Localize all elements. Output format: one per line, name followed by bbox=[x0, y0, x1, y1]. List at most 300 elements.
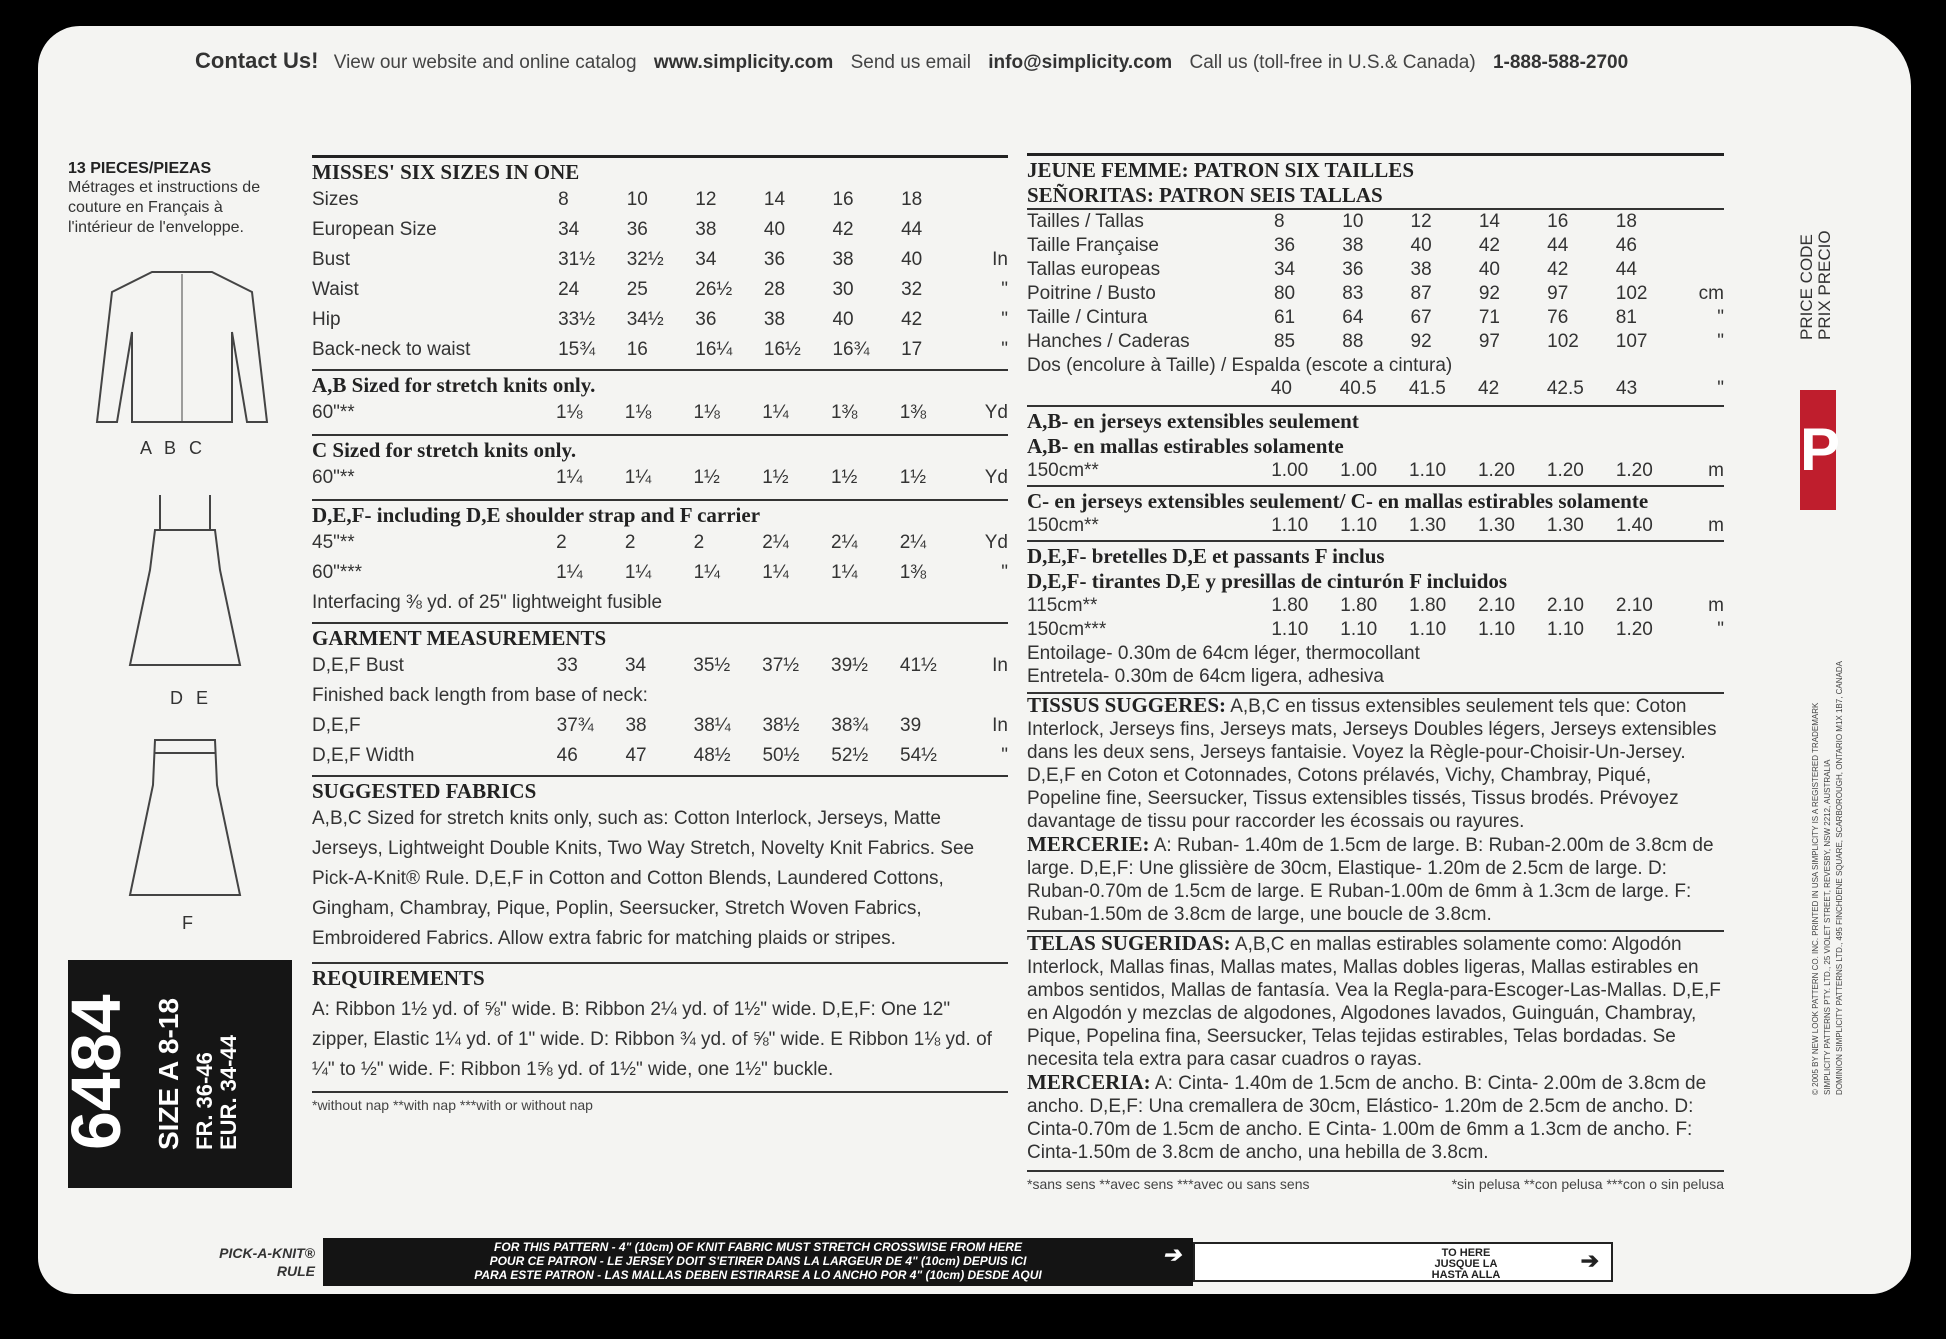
cell-value: 38 bbox=[832, 249, 854, 270]
def-yardage-table bbox=[312, 528, 1008, 588]
cell-value: 36 bbox=[1342, 259, 1364, 280]
row-label: 150cm** bbox=[1027, 515, 1099, 536]
cell-value: 54½ bbox=[900, 745, 938, 766]
unit-cell: m bbox=[1708, 595, 1724, 616]
unit-cell: " bbox=[1717, 619, 1724, 640]
cell-value: 1.40 bbox=[1615, 515, 1653, 536]
cell-value: 40.5 bbox=[1339, 378, 1377, 399]
cell-value: 34½ bbox=[626, 309, 664, 330]
cell-value: 40 bbox=[763, 219, 786, 240]
cell-value: 1½ bbox=[899, 467, 927, 488]
cell-value: 36 bbox=[1273, 235, 1296, 256]
cell-value: 39 bbox=[900, 715, 922, 736]
cell-value: 64 bbox=[1342, 307, 1364, 328]
rule-line-en: FOR THIS PATTERN - 4" (10cm) OF KNIT FABRIC MUST STRETCH CROSSWISE FROM HERE bbox=[494, 1240, 1022, 1254]
cell-value: 38 bbox=[763, 309, 786, 330]
price-code-panel bbox=[1790, 165, 1890, 1265]
cell-value: 1⅛ bbox=[693, 402, 720, 423]
cell-value: 1¼ bbox=[556, 467, 583, 488]
english-column bbox=[312, 155, 1008, 1113]
cell-value: 41.5 bbox=[1408, 378, 1446, 399]
cell-value: 35½ bbox=[693, 655, 731, 676]
unit-cell bbox=[969, 185, 1008, 215]
view-label-f: F bbox=[182, 913, 197, 933]
pattern-number: 6484 bbox=[57, 994, 135, 1150]
row-label: 150cm** bbox=[1027, 460, 1099, 481]
contact-call-text: Call us (toll-free in U.S.& Canada) bbox=[1189, 52, 1476, 73]
pieces-count: 13 PIECES/PIEZAS bbox=[68, 160, 212, 177]
table-row bbox=[312, 245, 1008, 275]
table-row bbox=[312, 215, 1008, 245]
c-title: C Sized for stretch knits only. bbox=[312, 434, 1008, 463]
arrow-right-icon: ➔ bbox=[1580, 1248, 1599, 1273]
fr-size-table bbox=[1027, 208, 1724, 354]
unit-cell: Yd bbox=[984, 532, 1008, 553]
pick-a-knit-rule bbox=[195, 1238, 1615, 1286]
rule-target-box bbox=[1193, 1242, 1613, 1282]
cell-value: 1⅜ bbox=[899, 562, 927, 583]
cell-value: 34 bbox=[695, 249, 717, 270]
row-label: 60"*** bbox=[312, 562, 363, 583]
cell-value: 107 bbox=[1615, 331, 1648, 352]
misses-title: MISSES' SIX SIZES IN ONE bbox=[312, 155, 1008, 185]
suggested-fabrics-text: A,B,C Sized for stretch knits only, such as: Cotton Interlock, Jerseys, Matte Jerseys, Lightweight Double Knits, Two Way Stretch, Novelty Knit Fabrics. See Pick-A-Knit® Rule. D,E,F in Cotton and Cotton Blends, Laundered Cottons, Gingham, Chambray, Pique, Poplin, Seersucker, Stretch Woven Fabrics, Embroidered Fabrics. Allow extra fabric for matching plaids or stripes. bbox=[312, 808, 975, 949]
row-label: Tailles / Tallas bbox=[1027, 211, 1144, 232]
table-row bbox=[312, 275, 1008, 305]
cell-value: 42 bbox=[1478, 235, 1500, 256]
cell-value: 1⅜ bbox=[830, 402, 858, 423]
cell-value: 1¼ bbox=[762, 562, 789, 583]
cell-value: 1.10 bbox=[1271, 515, 1309, 536]
suggested-fabrics-title: SUGGESTED FABRICS bbox=[312, 775, 1008, 804]
rule-line-es: PARA ESTE PATRON - LAS MALLAS DEBEN ESTIRARSE A LO ANCHO POR 4" (10cm) DESDE AQUI bbox=[474, 1268, 1042, 1282]
cell-value: 10 bbox=[626, 189, 648, 210]
table-row bbox=[1027, 258, 1724, 282]
cell-value: 37½ bbox=[762, 655, 800, 676]
cell-value: 40 bbox=[901, 249, 923, 270]
cell-value: 16 bbox=[832, 189, 854, 210]
cell-value: 85 bbox=[1273, 331, 1296, 352]
requirements-title: REQUIREMENTS bbox=[312, 962, 1008, 991]
cell-value: 42 bbox=[901, 309, 923, 330]
cell-value: 1¼ bbox=[556, 562, 583, 583]
publisher-fineprint bbox=[1810, 495, 1846, 1095]
unit-cell: " bbox=[1001, 745, 1008, 766]
arrow-right-icon: ➔ bbox=[1162, 1242, 1181, 1267]
table-row bbox=[1027, 459, 1724, 483]
cell-value: 14 bbox=[1478, 211, 1500, 232]
cell-value: 8 bbox=[1273, 211, 1285, 232]
dress-f-sketch-icon bbox=[125, 735, 245, 900]
es-ab-title: A,B- en mallas estirables solamente bbox=[1027, 434, 1344, 458]
cell-value: 8 bbox=[558, 189, 569, 210]
ab-yardage-table bbox=[312, 398, 1008, 428]
cell-value: 1½ bbox=[693, 467, 720, 488]
cell-value: 61 bbox=[1273, 307, 1296, 328]
telas-label: TELAS SUGERIDAS: bbox=[1027, 931, 1231, 955]
cell-value: 2 bbox=[624, 532, 636, 553]
cell-value: 31½ bbox=[558, 249, 596, 270]
fr-ab-title: A,B- en jerseys extensibles seulement bbox=[1027, 405, 1724, 434]
table-row bbox=[312, 305, 1008, 335]
cell-value: 42 bbox=[1547, 259, 1569, 280]
cell-value: 80 bbox=[1273, 283, 1296, 304]
table-row bbox=[1027, 618, 1724, 642]
unit-cell: In bbox=[992, 715, 1008, 736]
fr-title: JEUNE FEMME: PATRON SIX TAILLES bbox=[1027, 153, 1724, 183]
def-title: D,E,F- including D,E shoulder strap and F carrier bbox=[312, 499, 1008, 528]
merceria-section bbox=[1027, 1071, 1724, 1164]
cell-value: 34 bbox=[624, 655, 647, 676]
cell-value: 33 bbox=[556, 655, 578, 676]
row-label: D,E,F Bust bbox=[312, 655, 404, 676]
rule-line-fr: POUR CE PATRON - LE JERSEY DOIT S'ETIRER DANS LA LARGEUR DE 4" (10cm) DEPUIS ICI bbox=[489, 1254, 1027, 1268]
row-label: 60"** bbox=[312, 467, 355, 488]
es-footnote: *sin pelusa **con pelusa ***con o sin pelusa bbox=[1451, 1176, 1724, 1192]
cell-value: 15¾ bbox=[558, 339, 596, 360]
cell-value: 36 bbox=[626, 219, 648, 240]
requirements-text: A: Ribbon 1½ yd. of ⅝" wide. B: Ribbon 2¼ yd. of 1½" wide. D,E,F: One 12" zipper, Elastic 1¼ yd. of 1" wide. D: Ribbon ¾ yd. of ⅝" wide. E Ribbon 1⅛ yd. of ¼" to ½" wide. F: Ribbon 1⅝ yd. of 1½" wide, one 1½" buckle. bbox=[312, 999, 992, 1080]
cell-value: 38¼ bbox=[693, 715, 731, 736]
row-label bbox=[1027, 377, 1271, 401]
price-code-label: PRICE CODE PRIX PRECIO bbox=[1797, 230, 1834, 340]
cell-value: 76 bbox=[1547, 307, 1569, 328]
telas-text: A,B,C en mallas estirables solamente como: Algodón Interlock, Mallas finas, Mallas mates, Mallas dobles ligeras, Mallas estirables en ambos sentidos, Mallas de fantasía. Vea la Regla-para-Escoger-Las-Mallas. D,E,F en Algodón y mezclas de algodones, Algodones lavados, Guinguán, Chambray, Pique, Popelina fina, Seersucker, Telas tejidas estirables, Telas bordadas. Se necesita tela extra para casar cuadros o rayas. bbox=[1027, 934, 1721, 1070]
cell-value: 43 bbox=[1616, 378, 1638, 399]
garment-length-table bbox=[312, 711, 1008, 771]
unit-cell: " bbox=[1001, 562, 1008, 583]
cell-value: 46 bbox=[1615, 235, 1637, 256]
cell-value: 18 bbox=[901, 189, 923, 210]
unit-cell: " bbox=[1717, 378, 1724, 399]
row-label: Tallas europeas bbox=[1027, 259, 1161, 280]
cell-value: 38 bbox=[695, 219, 717, 240]
cell-value: 32½ bbox=[626, 249, 664, 270]
fineprint-line-1: © 2005 BY NEW LOOK PATTERN CO. INC. PRINTED IN USA SIMPLICITY IS A REGISTERED TRADEMARK bbox=[1811, 702, 1820, 1095]
unit-cell bbox=[1684, 209, 1724, 234]
fineprint-line-3: DOMINION SIMPLICITY PATTERNS LTD., 495 FINCHDENE SQUARE, SCARBOROUGH, ONTARIO M1X 1B7, CANADA bbox=[1835, 661, 1844, 1095]
cell-value: 44 bbox=[1615, 259, 1637, 280]
row-label: Poitrine / Busto bbox=[1027, 283, 1156, 304]
tissus-text: A,B,C en tissus extensibles seulement tels que: Coton Interlock, Jerseys fins, Jerseys mats, Jerseys Doubles légers, Jerseys extensibles dans les deux sens, Jerseys fantaisie. Voyez la Règle-pour-Choisir-Un-Jersey. D,E,F en Coton et Cotonnades, Cotons prélavés, Vichy, Chambray, Piqué, Popeline fine, Seersucker, Tissus extensibles tissés, Tissus brodés. Prévoyez davantage de tissu pour raccorder les écossais ou rayures. bbox=[1027, 696, 1717, 832]
cell-value: 44 bbox=[1547, 235, 1569, 256]
cell-value: 1¼ bbox=[831, 562, 858, 583]
cell-value: 42 bbox=[832, 219, 854, 240]
row-label: 60"** bbox=[312, 402, 355, 423]
c-yardage-table bbox=[312, 463, 1008, 493]
fr-c-title: C- en jerseys extensibles seulement/ C- en mallas estirables solamente bbox=[1027, 485, 1724, 514]
rule-label: PICK-A-KNIT® RULE bbox=[219, 1245, 315, 1279]
cell-value: 36 bbox=[695, 309, 717, 330]
phone-number: 1-888-588-2700 bbox=[1492, 52, 1629, 73]
cell-value: 32 bbox=[901, 279, 923, 300]
cell-value: 42.5 bbox=[1546, 378, 1584, 399]
merceria-text: A: Cinta- 1.40m de 1.5cm de ancho. B: Cinta- 2.00m de 3.8cm de ancho. D,E,F: Una cremallera de 30cm, Elástico- 1.20m de 2.5cm de ancho. D: Cinta-0.70m de 1.5cm de ancho. E Cinta- 1.00m de 6mm a 1.3cm de ancho. F: Cinta-1.50m de 3.8cm de ancho, una hebilla de 3.8cm. bbox=[1027, 1073, 1707, 1163]
cell-value: 16¾ bbox=[832, 339, 870, 360]
cell-value: 1¼ bbox=[762, 402, 789, 423]
cell-value: 1.00 bbox=[1271, 460, 1309, 481]
fr-footnotes bbox=[1027, 1170, 1724, 1192]
rule-bar bbox=[323, 1238, 1193, 1286]
cell-value: 38½ bbox=[762, 715, 800, 736]
cell-value: 1¼ bbox=[693, 562, 720, 583]
cell-value: 34 bbox=[1273, 259, 1296, 280]
cell-value: 71 bbox=[1478, 307, 1500, 328]
cell-value: 2¼ bbox=[762, 532, 789, 553]
tissus-section bbox=[1027, 692, 1724, 833]
cell-value: 10 bbox=[1342, 211, 1364, 232]
cell-value: 14 bbox=[763, 189, 786, 210]
cell-value: 16 bbox=[1547, 211, 1569, 232]
cell-value: 16½ bbox=[763, 339, 801, 360]
unit-cell: Yd bbox=[984, 467, 1008, 488]
fr-dos-table bbox=[1027, 377, 1724, 401]
email-link[interactable]: info@simplicity.com bbox=[988, 52, 1173, 73]
unit-cell: " bbox=[1001, 279, 1008, 300]
table-row bbox=[1027, 594, 1724, 618]
cell-value: 1.20 bbox=[1615, 460, 1653, 481]
cell-value: 12 bbox=[695, 189, 717, 210]
contact-lead: Contact Us! bbox=[195, 48, 319, 73]
unit-cell bbox=[969, 215, 1008, 245]
table-row bbox=[1027, 377, 1724, 401]
cell-value: 2 bbox=[693, 532, 705, 553]
cell-value: 52½ bbox=[831, 745, 869, 766]
cell-value: 1.80 bbox=[1340, 595, 1378, 616]
cell-value: 18 bbox=[1615, 211, 1637, 232]
rule-to-here: TO HERE JUSQUE LA HASTA ALLA bbox=[1431, 1247, 1501, 1281]
cell-value: 40 bbox=[1478, 259, 1500, 280]
cell-value: 44 bbox=[901, 219, 923, 240]
table-row bbox=[1027, 306, 1724, 330]
unit-cell: Yd bbox=[984, 402, 1008, 423]
cell-value: 1⅛ bbox=[556, 402, 583, 423]
cell-value: 1.20 bbox=[1546, 460, 1584, 481]
table-row bbox=[1027, 234, 1724, 258]
garment-measurements-title: GARMENT MEASUREMENTS bbox=[312, 622, 1008, 651]
table-row bbox=[312, 463, 1008, 493]
cell-value: 2¼ bbox=[831, 532, 858, 553]
table-row bbox=[1027, 282, 1724, 306]
cell-value: 1.10 bbox=[1409, 619, 1447, 640]
cell-value: 2.10 bbox=[1546, 595, 1584, 616]
cell-value: 81 bbox=[1615, 307, 1637, 328]
unit-cell: cm bbox=[1698, 283, 1724, 304]
english-footnote: *without nap **with nap ***with or without nap bbox=[312, 1091, 1008, 1113]
cell-value: 40 bbox=[1410, 235, 1432, 256]
contact-send-text: Send us email bbox=[850, 52, 971, 73]
cell-value: 2 bbox=[556, 532, 567, 553]
table-row bbox=[312, 528, 1008, 558]
view-label-abc: A B C bbox=[140, 438, 207, 458]
row-label: 45"** bbox=[312, 532, 355, 553]
es-title: SEÑORITAS: PATRON SEIS TALLAS bbox=[1027, 183, 1383, 207]
back-length-note: Finished back length from base of neck: bbox=[312, 685, 648, 706]
contact-bar bbox=[195, 48, 1775, 88]
cell-value: 37¾ bbox=[556, 715, 594, 736]
cell-value: 12 bbox=[1410, 211, 1432, 232]
cell-value: 34 bbox=[558, 219, 580, 240]
cell-value: 67 bbox=[1410, 307, 1432, 328]
cell-value: 39½ bbox=[831, 655, 869, 676]
table-row bbox=[312, 335, 1008, 365]
cell-value: 1.20 bbox=[1477, 460, 1515, 481]
view-label-de: D E bbox=[170, 688, 213, 708]
cell-value: 1.10 bbox=[1340, 515, 1378, 536]
unit-cell bbox=[1684, 234, 1724, 258]
cell-value: 16 bbox=[626, 339, 648, 360]
entretela-note: Entretela- 0.30m de 64cm ligera, adhesiva bbox=[1027, 666, 1384, 687]
cell-value: 1.00 bbox=[1340, 460, 1378, 481]
unit-cell: In bbox=[992, 249, 1008, 270]
fr-size-range bbox=[193, 960, 241, 1150]
cell-value: 50½ bbox=[762, 745, 800, 766]
unit-cell: In bbox=[992, 655, 1008, 676]
cell-value: 1⅛ bbox=[624, 402, 652, 423]
cell-value: 1.30 bbox=[1546, 515, 1584, 536]
table-row bbox=[1027, 330, 1724, 354]
fr-ab-table bbox=[1027, 459, 1724, 483]
cell-value: 1.30 bbox=[1477, 515, 1515, 536]
unit-cell: " bbox=[1001, 309, 1008, 330]
cell-value: 40 bbox=[832, 309, 854, 330]
cell-value: 1⅜ bbox=[899, 402, 927, 423]
fr-def-title: D,E,F- bretelles D,E et passants F inclus bbox=[1027, 540, 1724, 569]
french-spanish-column bbox=[1027, 153, 1724, 1192]
dos-label: Dos (encolure à Taille) / Espalda (escote a cintura) bbox=[1027, 355, 1453, 376]
garment-bust-table bbox=[312, 651, 1008, 681]
cell-value: 1.10 bbox=[1271, 619, 1309, 640]
table-row bbox=[312, 185, 1008, 215]
cell-value: 17 bbox=[901, 339, 923, 360]
cell-value: 1.80 bbox=[1271, 595, 1309, 616]
cell-value: 92 bbox=[1410, 331, 1432, 352]
unit-cell: " bbox=[1717, 331, 1724, 352]
cell-value: 40 bbox=[1270, 378, 1292, 399]
cell-value: 1.10 bbox=[1546, 619, 1584, 640]
cell-value: 33½ bbox=[558, 309, 596, 330]
cell-value: 38 bbox=[625, 715, 647, 736]
size-range: SIZE A 8-18 bbox=[153, 998, 184, 1150]
cell-value: 38 bbox=[1342, 235, 1364, 256]
row-label: 115cm** bbox=[1027, 595, 1098, 616]
mercerie-text: A: Ruban- 1.40m de 1.5cm de large. B: Ruban-2.00m de 3.8cm de large. D,E,F: Une glissière de 30cm, Elastique- 1.20m de 2.5cm de large. D: Ruban-0.70m de 1.5cm de large. E Ruban-1.00m de 6mm à 1.3cm de large. F: Ruban-1.50m de 3.8cm de large, une boucle de 3.8cm. bbox=[1027, 835, 1714, 925]
mercerie-label: MERCERIE: bbox=[1027, 832, 1150, 856]
row-label: Hip bbox=[312, 309, 341, 330]
row-label: Waist bbox=[312, 279, 359, 300]
cell-value: 26½ bbox=[695, 279, 733, 300]
cell-value: 1¼ bbox=[624, 467, 652, 488]
cell-value: 1.10 bbox=[1340, 619, 1378, 640]
cell-value: 28 bbox=[763, 279, 786, 300]
jacket-sketch-icon bbox=[82, 262, 282, 442]
eur-sizes: EUR. 34-44 bbox=[216, 1035, 241, 1150]
merceria-label: MERCERIA: bbox=[1027, 1070, 1151, 1094]
table-row bbox=[312, 558, 1008, 588]
cell-value: 87 bbox=[1410, 283, 1432, 304]
cell-value: 38¾ bbox=[831, 715, 869, 736]
dress-de-sketch-icon bbox=[125, 490, 245, 675]
es-def-title: D,E,F- tirantes D,E y presillas de cinturón F incluidos bbox=[1027, 569, 1508, 593]
table-row bbox=[312, 651, 1008, 681]
cell-value: 102 bbox=[1547, 331, 1579, 352]
cell-value: 36 bbox=[763, 249, 786, 270]
cell-value: 1.10 bbox=[1478, 619, 1516, 640]
cell-value: 2¼ bbox=[899, 532, 927, 553]
row-label: 150cm*** bbox=[1027, 619, 1107, 640]
unit-cell: " bbox=[1717, 307, 1724, 328]
cell-value: 48½ bbox=[693, 745, 731, 766]
cell-value: 16¼ bbox=[695, 339, 733, 360]
fr-footnote: *sans sens **avec sens ***avec ou sans sens bbox=[1027, 1176, 1310, 1192]
price-code-letter-icon: P bbox=[1800, 390, 1836, 510]
cell-value: 88 bbox=[1342, 331, 1364, 352]
row-label: Back-neck to waist bbox=[312, 339, 471, 360]
french-note: Métrages et instructions de couture en Français à l'intérieur de l'enveloppe. bbox=[68, 179, 261, 236]
cell-value: 1.80 bbox=[1409, 595, 1447, 616]
row-label: Taille / Cintura bbox=[1027, 307, 1148, 328]
contact-view-text: View our website and online catalog bbox=[333, 52, 637, 73]
fr-c-table bbox=[1027, 514, 1724, 538]
row-label: Sizes bbox=[312, 189, 359, 210]
cell-value: 1½ bbox=[762, 467, 789, 488]
cell-value: 2.10 bbox=[1615, 595, 1653, 616]
cell-value: 83 bbox=[1342, 283, 1364, 304]
tissus-label: TISSUS SUGGERES: bbox=[1027, 693, 1226, 717]
cell-value: 1.20 bbox=[1615, 619, 1653, 640]
fineprint-line-2: SIMPLICITY PATTERNS PTY. LTD., 25 VIOLET STREET, REVESBY, NSW 2212, AUSTRALIA bbox=[1823, 759, 1832, 1095]
row-label: D,E,F Width bbox=[312, 745, 415, 766]
unit-cell: m bbox=[1708, 460, 1724, 481]
cell-value: 46 bbox=[556, 745, 578, 766]
cell-value: 1½ bbox=[830, 467, 858, 488]
entoilage-note: Entoilage- 0.30m de 64cm léger, thermocollant bbox=[1027, 643, 1420, 664]
cell-value: 97 bbox=[1547, 283, 1569, 304]
cell-value: 1.10 bbox=[1409, 460, 1447, 481]
cell-value: 30 bbox=[832, 279, 854, 300]
website-link[interactable]: www.simplicity.com bbox=[653, 52, 834, 73]
cell-value: 1.30 bbox=[1409, 515, 1447, 536]
cell-value: 42 bbox=[1478, 378, 1500, 399]
table-row bbox=[312, 711, 1008, 741]
cell-value: 25 bbox=[626, 279, 648, 300]
ab-title: A,B Sized for stretch knits only. bbox=[312, 369, 1008, 398]
fr-sizes: FR. 36-46 bbox=[192, 1052, 217, 1150]
cell-value: 97 bbox=[1478, 331, 1500, 352]
cell-value: 38 bbox=[1410, 259, 1432, 280]
interfacing-note: Interfacing ⅜ yd. of 25" lightweight fusible bbox=[312, 592, 663, 613]
cell-value: 2.10 bbox=[1478, 595, 1516, 616]
row-label: D,E,F bbox=[312, 715, 361, 736]
row-label: Taille Française bbox=[1027, 235, 1159, 256]
row-label: European Size bbox=[312, 219, 437, 240]
mercerie-section bbox=[1027, 833, 1724, 926]
size-box bbox=[57, 960, 292, 1188]
unit-cell: m bbox=[1708, 515, 1724, 536]
left-panel bbox=[68, 160, 290, 238]
telas-section bbox=[1027, 930, 1724, 1071]
size-table bbox=[312, 185, 1008, 365]
cell-value: 41½ bbox=[899, 655, 937, 676]
table-row bbox=[312, 398, 1008, 428]
row-label: Bust bbox=[312, 249, 351, 270]
cell-value: 102 bbox=[1615, 283, 1648, 304]
unit-cell bbox=[1684, 258, 1724, 282]
table-row bbox=[312, 741, 1008, 771]
row-label: Hanches / Caderas bbox=[1027, 331, 1190, 352]
cell-value: 92 bbox=[1478, 283, 1500, 304]
table-row bbox=[1027, 209, 1724, 234]
